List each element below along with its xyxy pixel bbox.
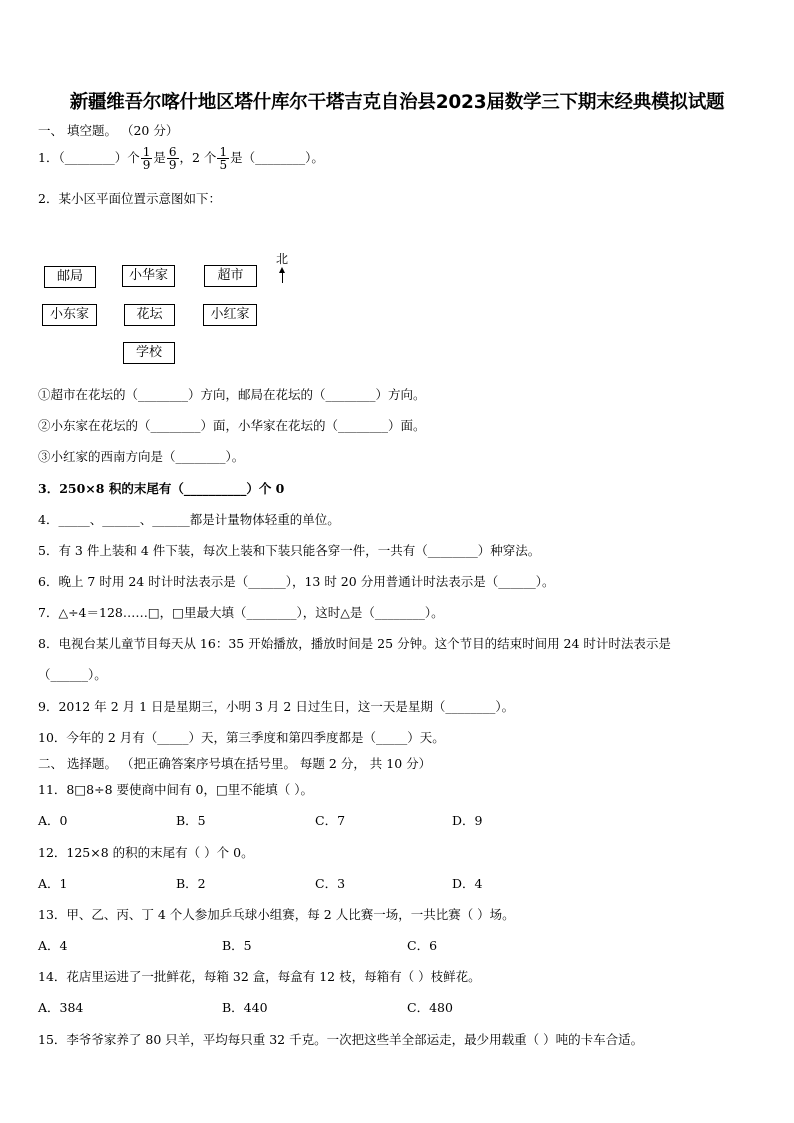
question-4: 4．_____、______、______都是计量物体轻重的单位。 — [38, 512, 340, 527]
option-b: B．5 — [176, 813, 206, 828]
question-15: 15．李爷爷家养了 80 只羊，平均每只重 32 千克。一次把这些羊全部运走，最少用载重（ ）吨的卡车合适。 — [38, 1032, 644, 1047]
question-2-part-3: ③小红家的西南方向是（________）。 — [38, 449, 245, 464]
question-3: 3．250×8 积的末尾有（__________）个 0 — [38, 481, 285, 496]
q1-prefix: 1．（________）个 — [38, 150, 140, 165]
question-8-answer: （______）。 — [38, 667, 107, 682]
fraction-1-9: $\frac{1}{9}$ — [142, 145, 151, 172]
page-title: 新疆维吾尔喀什地区塔什库尔干塔吉克自治县2023届数学三下期末经典模拟试题 — [69, 92, 725, 113]
map-supermarket: 超市 — [204, 265, 257, 287]
north-label: 北 — [276, 252, 289, 266]
north-arrow-icon — [282, 269, 283, 283]
question-12: 12．125×8 的积的末尾有（ ）个 0。 — [38, 845, 254, 860]
section-2-heading: 二、 选择题。 （把正确答案序号填在括号里。 每题 2 分， 共 10 分） — [38, 756, 432, 771]
question-8: 8．电视台某儿童节目每天从 16：35 开始播放，播放时间是 25 分钟。这个节目的结束时间用 24 时计时法表示是 — [38, 636, 671, 651]
question-10: 10．今年的 2 月有（_____）天，第三季度和第四季度都是（_____）天。 — [38, 730, 445, 745]
north-indicator — [276, 250, 288, 283]
fraction-6-9: $\frac{6}{9}$ — [168, 145, 177, 172]
option-a: A．4 — [38, 938, 68, 953]
map-xiaohong-home: 小红家 — [203, 304, 257, 326]
question-1 — [38, 146, 324, 171]
question-14: 14．花店里运进了一批鲜花，每箱 32 盒，每盒有 12 枝，每箱有（ ）枝鲜花。 — [38, 969, 481, 984]
question-2-part-1: ①超市在花坛的（________）方向，邮局在花坛的（________）方向。 — [38, 387, 426, 402]
question-5: 5．有 3 件上装和 4 件下装，每次上装和下装只能各穿一件，一共有（________）种穿法。 — [38, 543, 541, 558]
q1-mid2: ，2 个 — [179, 150, 217, 165]
question-2-part-2: ②小东家在花坛的（________）面，小华家在花坛的（________）面。 — [38, 418, 426, 433]
question-13: 13．甲、乙、丙、丁 4 个人参加乒乓球小组赛，每 2 人比赛一场，一共比赛（ ）场。 — [38, 907, 515, 922]
map-xiaohua-home: 小华家 — [122, 265, 175, 287]
question-9: 9．2012 年 2 月 1 日是星期三，小明 3 月 2 日过生日，这一天是星期（________）。 — [38, 699, 515, 714]
option-c: C．3 — [315, 876, 346, 891]
option-a: A．384 — [38, 1000, 84, 1015]
map-flower-bed: 花坛 — [124, 304, 175, 326]
map-school: 学校 — [123, 342, 175, 364]
map-xiaodong-home: 小东家 — [42, 304, 97, 326]
question-11: 11．8□8÷8 要使商中间有 0，□里不能填（ ）。 — [38, 782, 313, 797]
option-c: C．480 — [407, 1000, 453, 1015]
question-7: 7．△÷4＝128……□，□里最大填（________），这时△是（________）。 — [38, 605, 444, 620]
map-post-office: 邮局 — [44, 266, 96, 288]
option-d: D．9 — [452, 813, 483, 828]
q1-suffix: 是（________）。 — [230, 150, 324, 165]
option-b: B．440 — [222, 1000, 268, 1015]
option-b: B．5 — [222, 938, 252, 953]
option-b: B．2 — [176, 876, 206, 891]
q1-mid1: 是 — [153, 150, 166, 165]
section-1-heading: 一、 填空题。 （20 分） — [38, 123, 179, 138]
option-c: C．6 — [407, 938, 438, 953]
option-a: A．1 — [38, 876, 68, 891]
question-2: 2．某小区平面位置示意图如下： — [38, 191, 221, 206]
question-6: 6．晚上 7 时用 24 时计时法表示是（______），13 时 20 分用普通计时法表示是（______）。 — [38, 574, 555, 589]
fraction-1-5: $\frac{1}{5}$ — [219, 145, 228, 172]
option-a: A．0 — [38, 813, 68, 828]
option-c: C．7 — [315, 813, 346, 828]
option-d: D．4 — [452, 876, 483, 891]
